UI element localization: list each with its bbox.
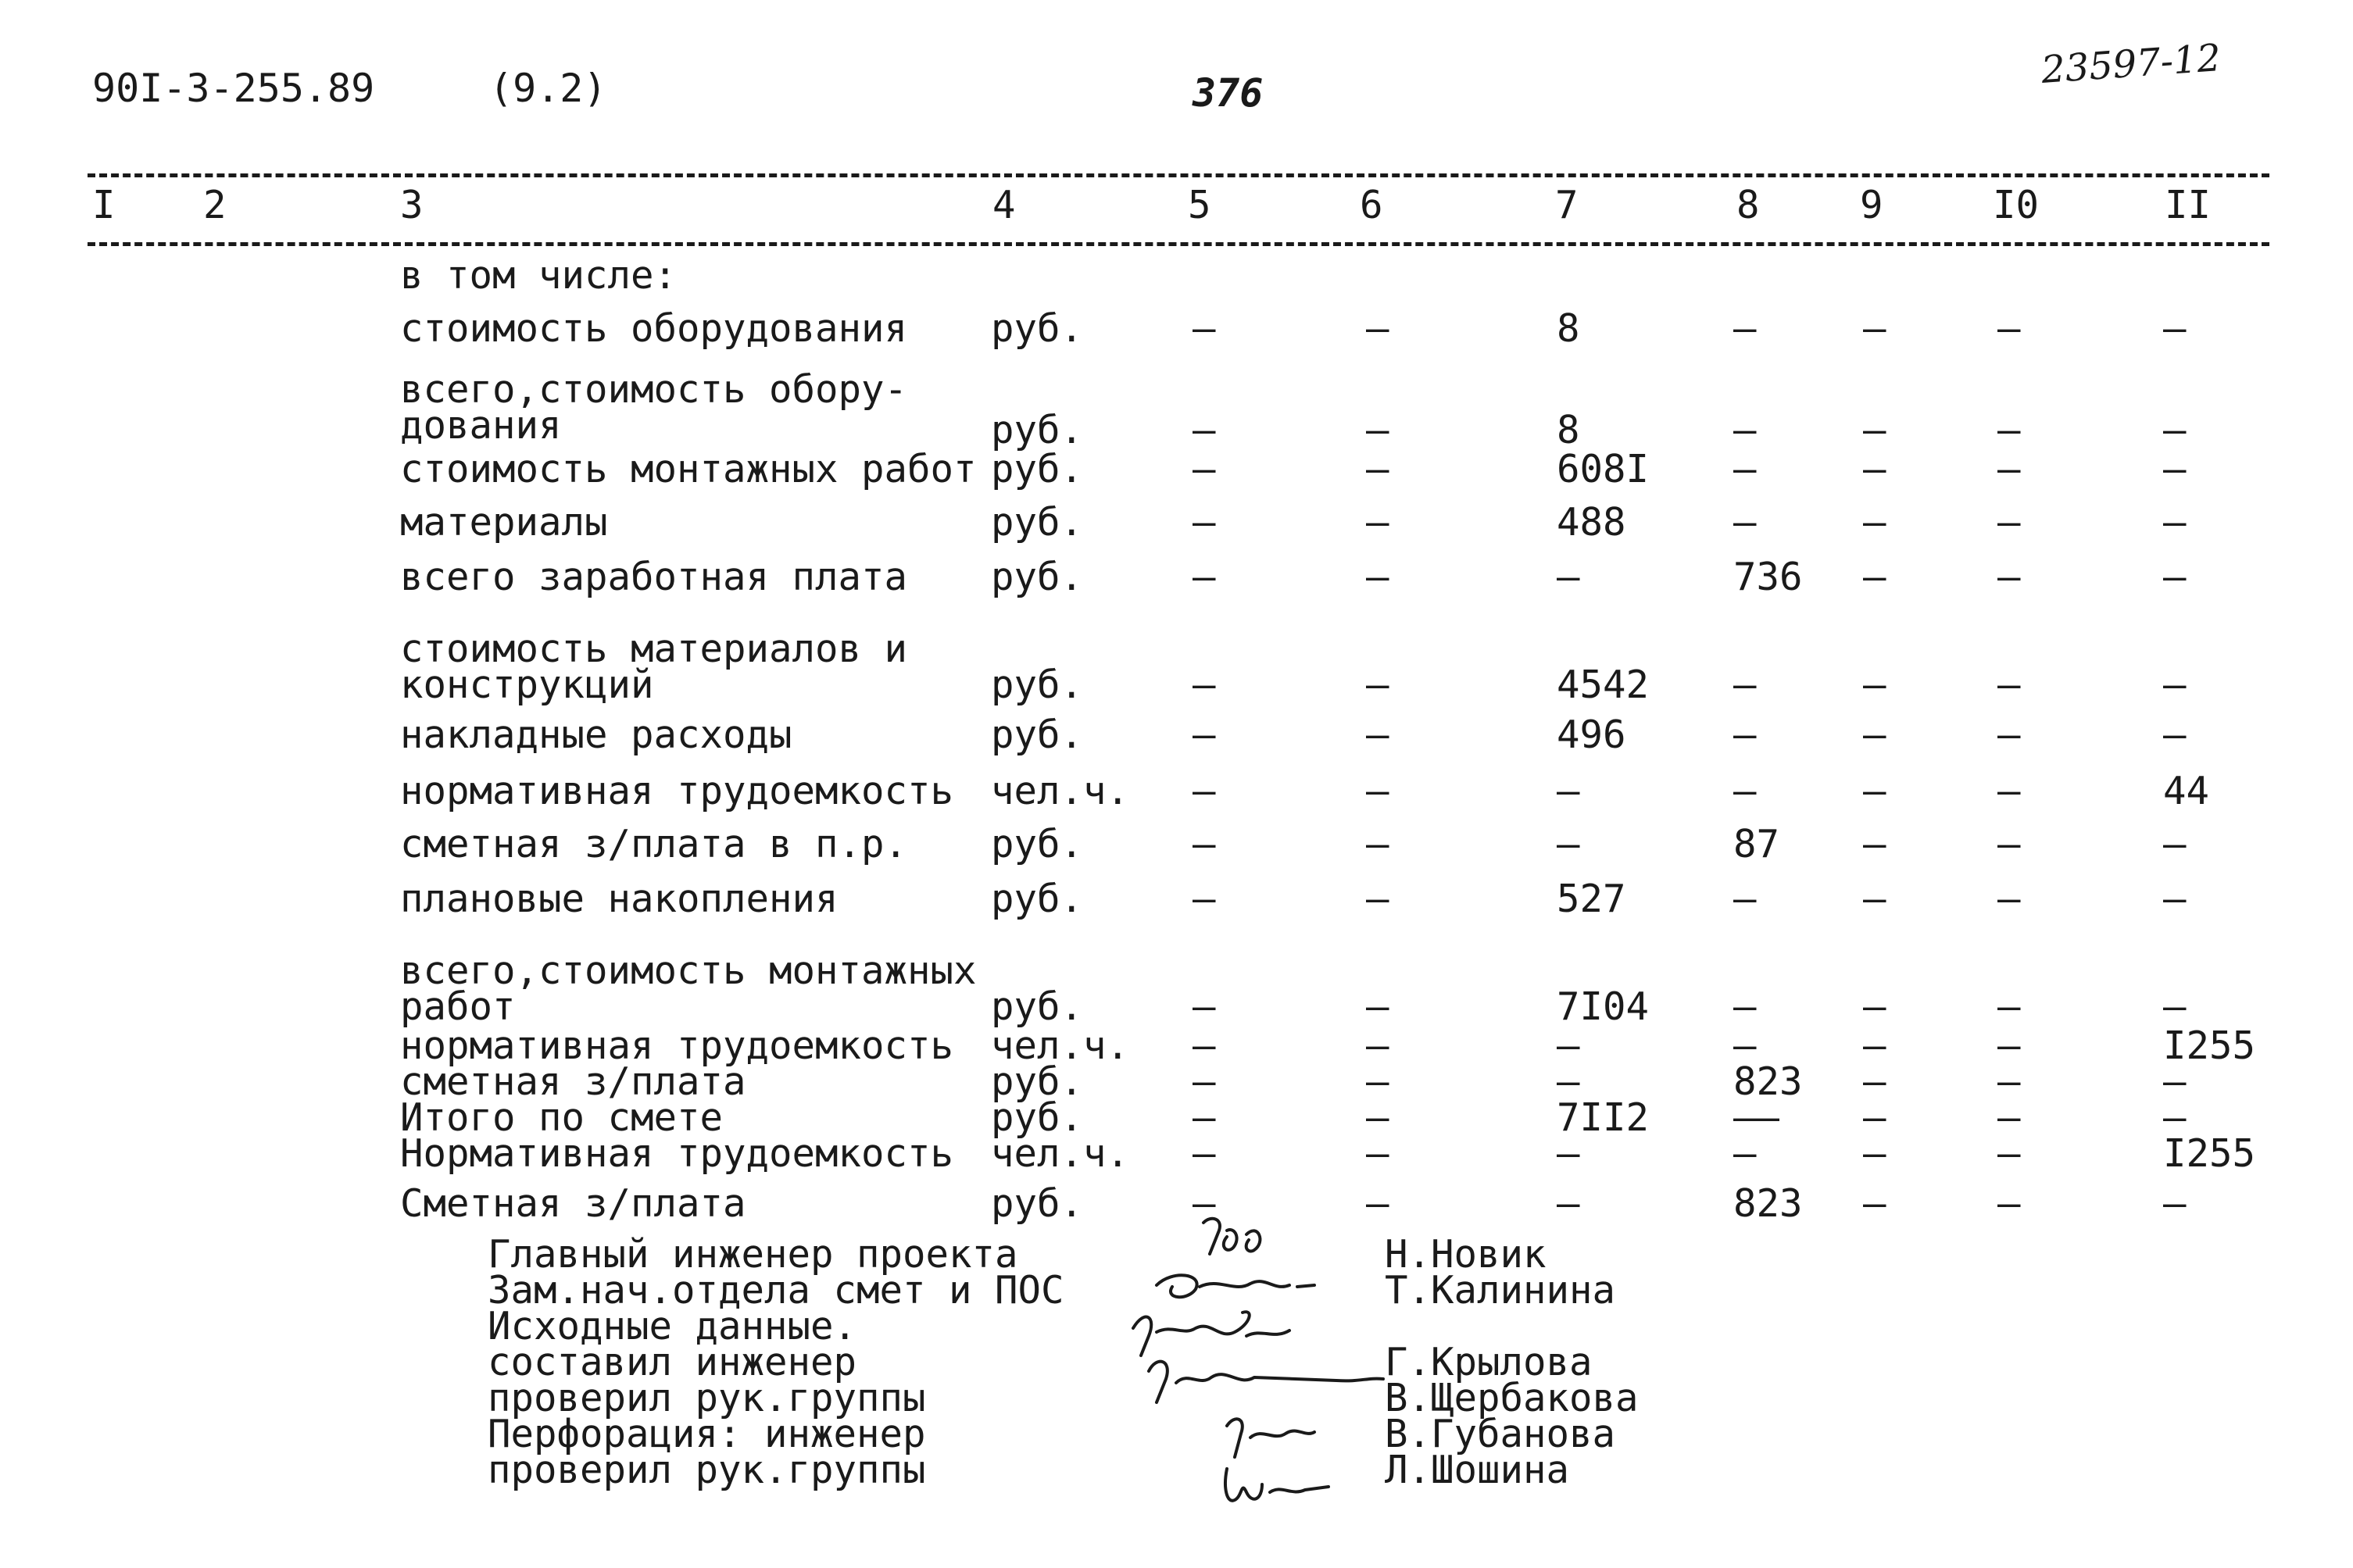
value-cell: –	[1193, 1181, 1216, 1226]
unit-cell: руб.	[991, 447, 1084, 491]
unit-cell: руб.	[991, 555, 1084, 599]
header-rule-top	[88, 173, 2269, 177]
row-label: стоимость оборудования	[400, 306, 908, 351]
value-cell: –	[2163, 663, 2187, 707]
row-label: сметная з/плата	[400, 1059, 746, 1104]
row-label: Итого по смете	[400, 1095, 724, 1140]
unit-cell: руб.	[991, 408, 1084, 452]
row-label: Нормативная трудоемкость	[400, 1131, 954, 1176]
value-cell: –	[1733, 769, 1757, 813]
unit-cell: руб.	[991, 1181, 1084, 1226]
column-header: 2	[203, 183, 227, 227]
value-cell: –	[1863, 306, 1886, 351]
value-cell: –	[1557, 1131, 1580, 1176]
value-cell: –	[1863, 769, 1886, 813]
value-cell: –	[1557, 769, 1580, 813]
unit-cell: чел.ч.	[991, 769, 1130, 813]
value-cell: –	[1193, 306, 1216, 351]
value-cell: –	[1557, 1181, 1580, 1226]
signature-role: Исходные данные.	[488, 1304, 857, 1348]
value-cell: –	[1997, 713, 2021, 757]
value-cell: –	[1366, 1095, 1389, 1140]
row-label: сметная з/плата в п.р.	[400, 822, 908, 866]
unit-cell: руб.	[991, 822, 1084, 866]
column-header: 8	[1736, 183, 1760, 227]
value-cell: –	[1193, 1131, 1216, 1176]
row-label: в том числе:	[400, 253, 678, 298]
value-cell: ––	[1733, 1095, 1780, 1140]
value-cell: –	[1997, 769, 2021, 813]
value-cell: –	[1366, 1059, 1389, 1104]
value-cell: –	[1997, 447, 2021, 491]
value-cell: –	[1557, 1023, 1580, 1068]
value-cell: –	[2163, 555, 2187, 599]
value-cell: 8	[1557, 408, 1580, 452]
value-cell: –	[1557, 1059, 1580, 1104]
value-cell: –	[2163, 1059, 2187, 1104]
value-cell: 496	[1557, 713, 1626, 757]
value-cell: –	[1997, 984, 2021, 1029]
value-cell: –	[1193, 663, 1216, 707]
value-cell: –	[1863, 822, 1886, 866]
column-header: 9	[1860, 183, 1883, 227]
value-cell: –	[1997, 1131, 2021, 1176]
value-cell: –	[1366, 555, 1389, 599]
value-cell: –	[1863, 408, 1886, 452]
value-cell: I255	[2163, 1023, 2256, 1068]
unit-cell: руб.	[991, 877, 1084, 921]
column-header: 4	[992, 183, 1016, 227]
value-cell: –	[1733, 984, 1757, 1029]
value-cell: –	[1997, 1023, 2021, 1068]
value-cell: –	[1193, 984, 1216, 1029]
value-cell: 8	[1557, 306, 1580, 351]
value-cell: –	[1733, 663, 1757, 707]
signature-krylova	[1133, 1312, 1289, 1355]
value-cell: –	[1557, 822, 1580, 866]
handwritten-signatures	[1110, 1199, 1657, 1530]
signature-kalinina	[1157, 1275, 1314, 1297]
signature-name: В.Щербакова	[1385, 1376, 1639, 1420]
signature-gubanova	[1227, 1419, 1314, 1457]
value-cell: –	[2163, 306, 2187, 351]
value-cell: –	[1863, 663, 1886, 707]
value-cell: –	[2163, 822, 2187, 866]
unit-cell: руб.	[991, 713, 1084, 757]
row-label: нормативная трудоемкость	[400, 1023, 954, 1068]
value-cell: –	[1863, 500, 1886, 545]
unit-cell: руб.	[991, 984, 1084, 1029]
unit-cell: чел.ч.	[991, 1131, 1130, 1176]
value-cell: –	[1193, 822, 1216, 866]
unit-cell: руб.	[991, 306, 1084, 351]
unit-cell: руб.	[991, 500, 1084, 545]
handwritten-archive-number: 23597-12	[2040, 36, 2222, 92]
row-label: нормативная трудоемкость	[400, 769, 954, 813]
value-cell: –	[1193, 713, 1216, 757]
value-cell: 488	[1557, 500, 1626, 545]
value-cell: –	[1557, 555, 1580, 599]
value-cell: 4542	[1557, 663, 1650, 707]
value-cell: 736	[1733, 555, 1803, 599]
row-label: всего,стоимость монтажных работ	[400, 948, 977, 1029]
signature-role: Перфорация: инженер	[488, 1412, 926, 1456]
value-cell: –	[1733, 713, 1757, 757]
value-cell: –	[1366, 408, 1389, 452]
column-header: 3	[400, 183, 424, 227]
value-cell: –	[1997, 500, 2021, 545]
value-cell: –	[1997, 555, 2021, 599]
value-cell: –	[2163, 408, 2187, 452]
value-cell: –	[1193, 1059, 1216, 1104]
row-label: накладные расходы	[400, 713, 792, 757]
row-label: всего,стоимость обору- дования	[400, 367, 908, 448]
value-cell: –	[1997, 306, 2021, 351]
signature-name: Г.Крылова	[1385, 1340, 1593, 1384]
signature-name: Т.Калинина	[1385, 1268, 1616, 1313]
column-header: 7	[1555, 183, 1579, 227]
column-header: II	[2165, 183, 2212, 227]
value-cell: 823	[1733, 1059, 1803, 1104]
signature-name: В.Губанова	[1385, 1412, 1616, 1456]
value-cell: 44	[2163, 769, 2210, 813]
value-cell: –	[1863, 713, 1886, 757]
value-cell: –	[1366, 877, 1389, 921]
signature-name: Л.Шошина	[1385, 1448, 1570, 1492]
value-cell: –	[1366, 713, 1389, 757]
value-cell: –	[2163, 500, 2187, 545]
header-rule-bottom	[88, 242, 2269, 246]
signature-role: составил инженер	[488, 1340, 857, 1384]
value-cell: 87	[1733, 822, 1780, 866]
value-cell: –	[1733, 877, 1757, 921]
value-cell: –	[1733, 447, 1757, 491]
signature-role: проверил рук.группы	[488, 1448, 926, 1492]
signature-role: Зам.нач.отдела смет и ПОС	[488, 1268, 1064, 1313]
value-cell: –	[1863, 1095, 1886, 1140]
column-header: I	[92, 183, 116, 227]
value-cell: –	[1733, 500, 1757, 545]
value-cell: –	[1997, 822, 2021, 866]
value-cell: –	[1733, 306, 1757, 351]
unit-cell: руб.	[991, 1095, 1084, 1140]
value-cell: 823	[1733, 1181, 1803, 1226]
value-cell: –	[1997, 1059, 2021, 1104]
value-cell: –	[1193, 408, 1216, 452]
unit-cell: руб.	[991, 1059, 1084, 1104]
value-cell: –	[1863, 1131, 1886, 1176]
value-cell: –	[1863, 447, 1886, 491]
page-number: 376	[1193, 70, 1264, 116]
column-header: 6	[1360, 183, 1383, 227]
value-cell: –	[1997, 408, 2021, 452]
value-cell: –	[1193, 877, 1216, 921]
value-cell: –	[1366, 1131, 1389, 1176]
value-cell: 7I04	[1557, 984, 1650, 1029]
column-header: I0	[1993, 183, 2040, 227]
value-cell: –	[1193, 500, 1216, 545]
value-cell: –	[1366, 447, 1389, 491]
row-label: стоимость материалов и конструкций	[400, 627, 908, 707]
row-label: стоимость монтажных работ	[400, 447, 977, 491]
signature-shoshina	[1225, 1469, 1328, 1501]
signature-name: Н.Новик	[1385, 1232, 1547, 1277]
value-cell: –	[1733, 1023, 1757, 1068]
value-cell: –	[1193, 769, 1216, 813]
value-cell: –	[1863, 877, 1886, 921]
value-cell: –	[1733, 1131, 1757, 1176]
value-cell: –	[1366, 500, 1389, 545]
value-cell: –	[1733, 408, 1757, 452]
unit-cell: руб.	[991, 663, 1084, 707]
value-cell: –	[1366, 306, 1389, 351]
signature-scherbakova	[1149, 1362, 1383, 1402]
value-cell: 527	[1557, 877, 1626, 921]
value-cell: –	[1863, 984, 1886, 1029]
value-cell: –	[1366, 769, 1389, 813]
signature-role: Главный инженер проекта	[488, 1232, 1018, 1277]
row-label: Сметная з/плата	[400, 1181, 746, 1226]
value-cell: –	[1193, 1095, 1216, 1140]
value-cell: –	[1997, 877, 2021, 921]
value-cell: –	[1997, 663, 2021, 707]
value-cell: –	[1863, 1181, 1886, 1226]
value-cell: –	[2163, 1095, 2187, 1140]
value-cell: –	[1366, 822, 1389, 866]
value-cell: –	[2163, 1181, 2187, 1226]
row-label: всего заработная плата	[400, 555, 908, 599]
row-label: плановые накопления	[400, 877, 839, 921]
value-cell: –	[1366, 663, 1389, 707]
value-cell: –	[1997, 1181, 2021, 1226]
value-cell: –	[1863, 555, 1886, 599]
value-cell: –	[1997, 1095, 2021, 1140]
signature-role: проверил рук.группы	[488, 1376, 926, 1420]
value-cell: –	[1193, 1023, 1216, 1068]
value-cell: –	[1366, 984, 1389, 1029]
signature-novik	[1203, 1219, 1260, 1254]
value-cell: –	[2163, 984, 2187, 1029]
document-section: (9.2)	[489, 66, 607, 111]
row-label: материалы	[400, 500, 608, 545]
value-cell: –	[1366, 1181, 1389, 1226]
value-cell: I255	[2163, 1131, 2256, 1176]
value-cell: –	[2163, 713, 2187, 757]
unit-cell: чел.ч.	[991, 1023, 1130, 1068]
value-cell: –	[2163, 447, 2187, 491]
value-cell: –	[1193, 447, 1216, 491]
document-code: 90I-3-255.89	[92, 66, 375, 111]
value-cell: –	[1863, 1023, 1886, 1068]
value-cell: –	[2163, 877, 2187, 921]
value-cell: –	[1193, 555, 1216, 599]
value-cell: 7II2	[1557, 1095, 1650, 1140]
value-cell: –	[1366, 1023, 1389, 1068]
column-header: 5	[1188, 183, 1211, 227]
value-cell: –	[1863, 1059, 1886, 1104]
value-cell: 608I	[1557, 447, 1650, 491]
